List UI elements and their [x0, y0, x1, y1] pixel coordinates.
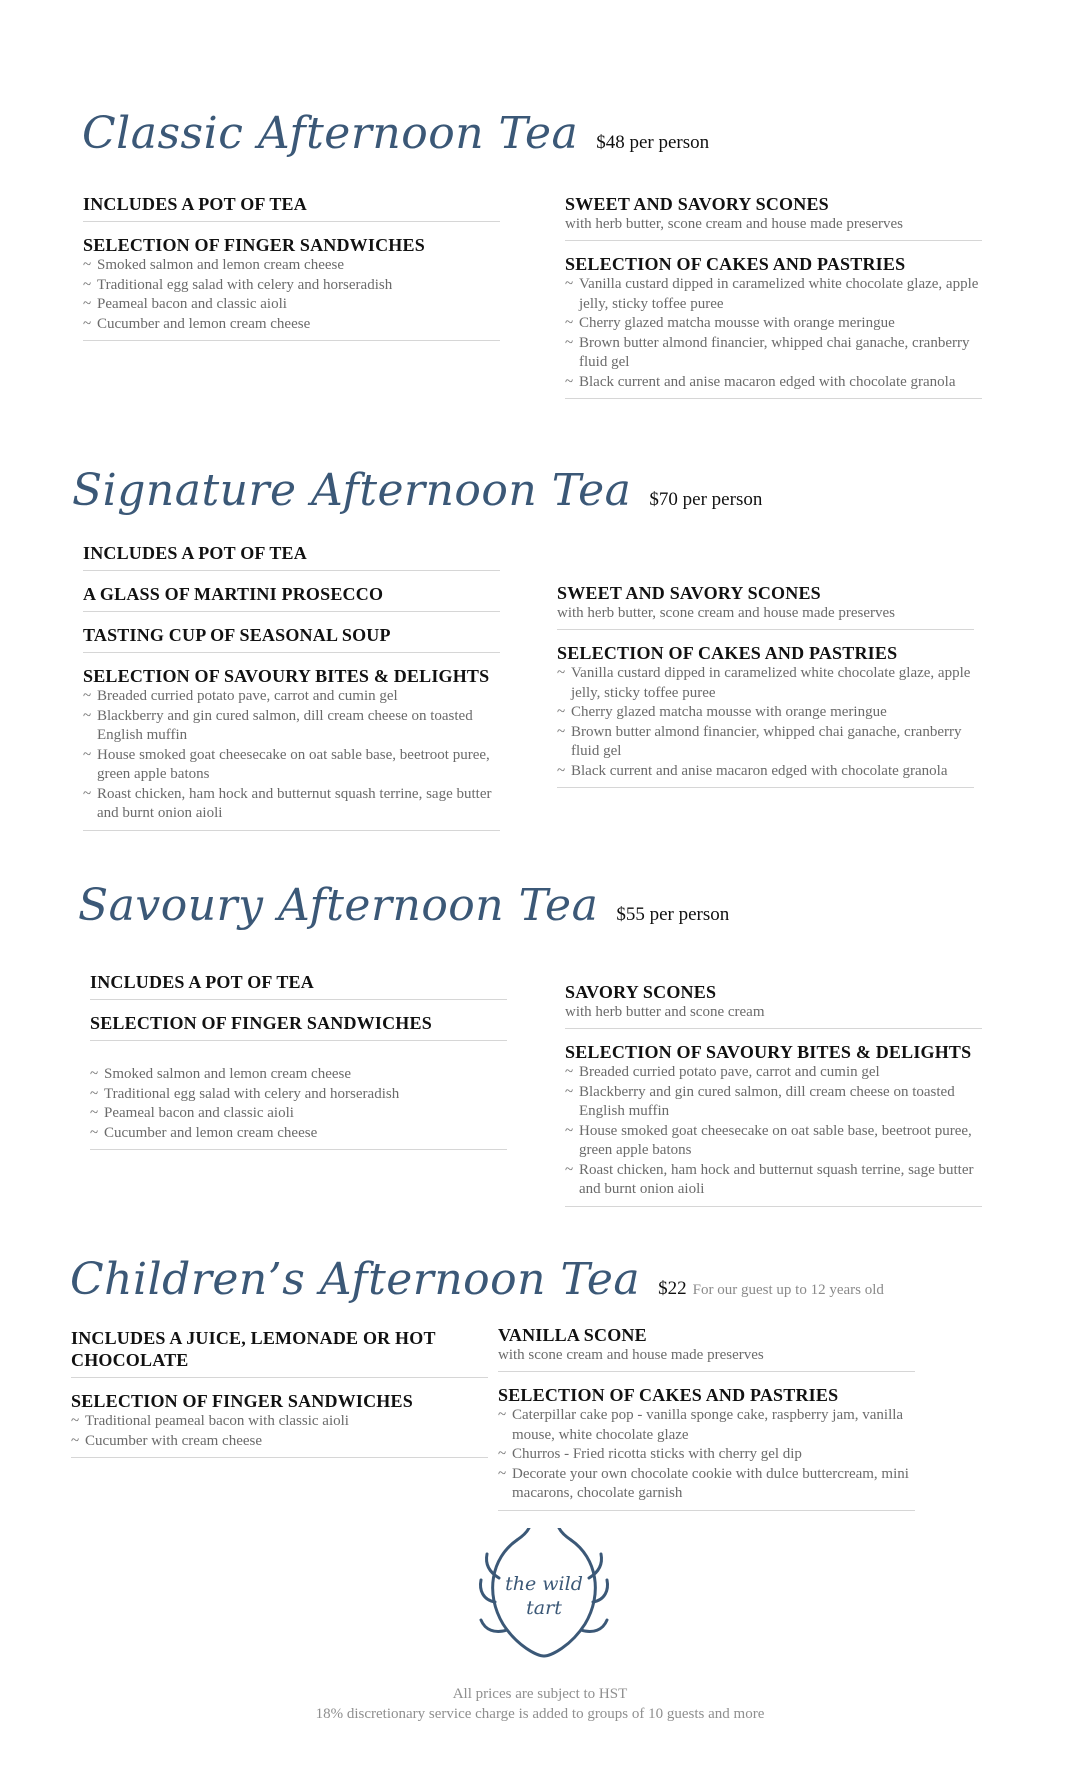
menu-line	[83, 295, 500, 315]
classic-right-column	[565, 193, 982, 399]
footer-line1: All prices are subject to HST	[452, 1686, 628, 1702]
menu-item-heading: SWEET AND SAVORY SCONES	[565, 194, 829, 214]
tilde-bullet: ~	[557, 704, 566, 720]
menu-item	[565, 1041, 982, 1207]
tilde-bullet: ~	[565, 1083, 574, 1100]
menu-item-heading: SELECTION OF CAKES AND PASTRIES	[557, 643, 898, 663]
tilde-bullet: ~	[557, 723, 566, 740]
menu-item-list	[565, 1063, 982, 1200]
menu-item	[83, 624, 500, 653]
menu-item-heading: SELECTION OF FINGER SANDWICHES	[90, 1013, 432, 1033]
tilde-bullet: ~	[71, 1432, 80, 1449]
tilde-bullet: ~	[557, 762, 566, 779]
menu-item	[83, 193, 500, 222]
menu-item-heading: TASTING CUP OF SEASONAL SOUP	[83, 625, 391, 645]
menu-item-heading: SAVORY SCONES	[565, 982, 717, 1002]
menu-item	[498, 1324, 915, 1372]
menu-line	[71, 1412, 488, 1432]
menu-item-heading: INCLUDES A JUICE, LEMONADE OR HOT CHOCOLATE	[71, 1328, 436, 1370]
logo-line1: the wild	[505, 1573, 583, 1595]
menu-line	[83, 256, 500, 276]
savoury-right-column	[565, 981, 982, 1207]
tilde-bullet: ~	[565, 1161, 574, 1178]
menu-line	[83, 315, 500, 335]
menu-line-text: Traditional egg salad with celery and horseradish	[97, 276, 393, 293]
tilde-bullet: ~	[83, 688, 92, 704]
menu-line	[90, 1124, 507, 1144]
menu-item-list	[83, 256, 500, 334]
tilde-bullet: ~	[83, 276, 92, 293]
tilde-bullet: ~	[83, 315, 92, 332]
savoury-left-column	[90, 971, 507, 1150]
menu-line	[83, 707, 500, 746]
menu-line	[565, 1161, 982, 1200]
menu-line	[565, 314, 982, 334]
menu-line-text: Smoked salmon and lemon cream cheese	[104, 1066, 352, 1082]
classic-header	[82, 108, 709, 159]
menu-line-text: Breaded curried potato pave, carrot and cumin gel	[97, 688, 398, 704]
menu-item	[83, 234, 500, 341]
menu-item-list	[83, 687, 500, 824]
menu-line-text: Blackberry and gin cured salmon, dill cream cheese on toasted English muffin	[97, 707, 473, 743]
menu-item	[90, 1012, 507, 1041]
menu-line-text: Black current and anise macaron edged with chocolate granola	[571, 762, 948, 779]
menu-line-text: Cucumber and lemon cream cheese	[97, 315, 311, 332]
tilde-bullet: ~	[90, 1066, 99, 1082]
menu-item	[83, 583, 500, 612]
menu-line-text: House smoked goat cheesecake on oat sable base, beetroot puree, green apple batons	[579, 1122, 972, 1158]
menu-line-text: Vanilla custard dipped in caramelized white chocolate glaze, apple jelly, sticky toffee puree	[579, 276, 979, 312]
antler-wreath-icon	[477, 1528, 611, 1662]
menu-item-list	[565, 275, 982, 392]
menu-item	[498, 1384, 915, 1511]
menu-line	[83, 276, 500, 296]
menu-line-text: Churros - Fried ricotta sticks with cherry gel dip	[512, 1446, 802, 1462]
menu-item	[557, 642, 974, 788]
menu-item	[557, 582, 974, 630]
the-wild-tart-logo	[477, 1528, 611, 1662]
menu-item	[90, 971, 507, 1000]
menu-item-heading: VANILLA SCONE	[498, 1325, 647, 1345]
menu-line	[71, 1432, 488, 1452]
menu-line-text: Cherry glazed matcha mousse with orange meringue	[571, 704, 887, 720]
menu-line	[83, 746, 500, 785]
menu-line-text: Decorate your own chocolate cookie with dulce buttercream, mini macarons, chocolate garnish	[512, 1465, 909, 1501]
menu-line-text: Peameal bacon and classic aioli	[104, 1105, 294, 1121]
menu-line-text: Smoked salmon and lemon cream cheese	[97, 257, 345, 273]
tilde-bullet: ~	[565, 315, 574, 331]
menu-item-heading: SELECTION OF CAKES AND PASTRIES	[498, 1385, 839, 1405]
tilde-bullet: ~	[565, 276, 574, 292]
tilde-bullet: ~	[83, 785, 92, 802]
children-left-column	[71, 1327, 488, 1458]
menu-line	[557, 762, 974, 782]
menu-item	[565, 253, 982, 399]
tilde-bullet: ~	[565, 373, 574, 390]
tilde-bullet: ~	[557, 665, 566, 681]
menu-item-heading: SELECTION OF SAVOURY BITES & DELIGHTS	[565, 1042, 972, 1062]
menu-line-text: Blackberry and gin cured salmon, dill cream cheese on toasted English muffin	[579, 1083, 955, 1119]
menu-line-text: Cherry glazed matcha mousse with orange meringue	[579, 315, 895, 331]
menu-line-text: Cucumber and lemon cream cheese	[104, 1124, 318, 1141]
menu-line-text: House smoked goat cheesecake on oat sable base, beetroot puree, green apple batons	[97, 746, 490, 782]
signature-right-column	[557, 582, 974, 788]
menu-line	[565, 373, 982, 393]
menu-line	[565, 1122, 982, 1161]
signature-left-column	[83, 542, 500, 831]
menu-line-text: Black current and anise macaron edged with chocolate granola	[579, 373, 956, 390]
tilde-bullet: ~	[71, 1413, 80, 1429]
menu-line	[557, 723, 974, 762]
tilde-bullet: ~	[83, 746, 92, 763]
tilde-bullet: ~	[565, 1064, 574, 1080]
menu-item-heading: SELECTION OF CAKES AND PASTRIES	[565, 254, 906, 274]
menu-line	[498, 1465, 915, 1504]
menu-item	[565, 981, 982, 1029]
menu-item-heading: SELECTION OF FINGER SANDWICHES	[83, 235, 425, 255]
menu-line-text: Roast chicken, ham hock and butternut squash terrine, sage butter and burnt onion aioli	[579, 1161, 974, 1197]
menu-line	[498, 1406, 915, 1445]
menu-item	[565, 193, 982, 241]
tilde-bullet: ~	[90, 1085, 99, 1102]
menu-item-description: with herb butter and scone cream	[565, 1004, 765, 1020]
menu-item-heading: SWEET AND SAVORY SCONES	[557, 583, 821, 603]
menu-line	[557, 664, 974, 703]
tilde-bullet: ~	[83, 296, 92, 312]
menu-line-text: Brown butter almond financier, whipped chai ganache, cranberry fluid gel	[571, 723, 962, 759]
menu-item-heading: INCLUDES A POT OF TEA	[83, 194, 307, 214]
menu-item-list	[71, 1412, 488, 1451]
menu-item-heading: SELECTION OF FINGER SANDWICHES	[71, 1391, 413, 1411]
menu-item	[83, 665, 500, 831]
logo-line2: tart	[526, 1597, 562, 1619]
children-price-note: For our guest up to 12 years old	[692, 1282, 884, 1298]
menu-item	[83, 542, 500, 571]
menu-item	[71, 1327, 488, 1378]
menu-line	[565, 1083, 982, 1122]
classic-title: Classic Afternoon Tea	[82, 108, 579, 159]
menu-line	[498, 1445, 915, 1465]
menu-item-description: with herb butter, scone cream and house made preserves	[565, 216, 904, 232]
savoury-price: $55 per person	[616, 904, 730, 925]
menu-line	[90, 1065, 507, 1085]
menu-item-description: with herb butter, scone cream and house made preserves	[557, 605, 896, 621]
tilde-bullet: ~	[565, 334, 574, 351]
menu-line-text: Peameal bacon and classic aioli	[97, 296, 287, 312]
menu-item-description: with scone cream and house made preserves	[498, 1347, 764, 1363]
footer-line2: 18% discretionary service charge is added to groups of 10 guests and more	[315, 1706, 765, 1722]
tilde-bullet: ~	[498, 1446, 507, 1462]
menu-line-text: Roast chicken, ham hock and butternut squash terrine, sage butter and burnt onion aioli	[97, 785, 492, 821]
menu-item-heading: INCLUDES A POT OF TEA	[83, 543, 307, 563]
menu-line	[557, 703, 974, 723]
menu-line-text: Traditional peameal bacon with classic aioli	[85, 1413, 349, 1429]
footer	[0, 1684, 1080, 1724]
menu-item	[90, 1053, 507, 1150]
signature-title: Signature Afternoon Tea	[72, 465, 632, 516]
savoury-header	[78, 880, 729, 931]
tilde-bullet: ~	[90, 1124, 99, 1141]
menu-item-list	[498, 1406, 915, 1504]
menu-line-text: Caterpillar cake pop - vanilla sponge cake, raspberry jam, vanilla mouse, white chocolate glaze	[512, 1407, 904, 1443]
menu-item-list	[90, 1053, 507, 1143]
tilde-bullet: ~	[90, 1105, 99, 1121]
menu-line-text: Vanilla custard dipped in caramelized white chocolate glaze, apple jelly, sticky toffee puree	[571, 665, 971, 701]
menu-line-text: Breaded curried potato pave, carrot and cumin gel	[579, 1064, 880, 1080]
classic-left-column	[83, 193, 500, 341]
tilde-bullet: ~	[83, 707, 92, 724]
menu-line-text: Traditional egg salad with celery and horseradish	[104, 1085, 400, 1102]
menu-item-heading: SELECTION OF SAVOURY BITES & DELIGHTS	[83, 666, 490, 686]
menu-line	[565, 1063, 982, 1083]
menu-line	[90, 1104, 507, 1124]
menu-item-list	[557, 664, 974, 781]
menu-line	[90, 1085, 507, 1105]
children-price: $22	[658, 1278, 687, 1299]
savoury-title: Savoury Afternoon Tea	[78, 880, 599, 931]
menu-item-heading: INCLUDES A POT OF TEA	[90, 972, 314, 992]
children-title: Children’s Afternoon Tea	[70, 1254, 641, 1305]
menu-item-heading: A GLASS OF MARTINI PROSECCO	[83, 584, 384, 604]
menu-line-text: Brown butter almond financier, whipped chai ganache, cranberry fluid gel	[579, 334, 970, 370]
tilde-bullet: ~	[498, 1407, 507, 1423]
tilde-bullet: ~	[83, 257, 92, 273]
menu-line	[83, 687, 500, 707]
children-right-column	[498, 1324, 915, 1511]
menu-line-text: Cucumber with cream cheese	[85, 1432, 263, 1449]
menu-line	[565, 275, 982, 314]
menu-line	[83, 785, 500, 824]
signature-price: $70 per person	[649, 489, 763, 510]
children-header	[70, 1254, 884, 1305]
menu-item	[71, 1390, 488, 1458]
signature-header	[72, 465, 762, 516]
tilde-bullet: ~	[565, 1122, 574, 1139]
menu-line	[565, 334, 982, 373]
tilde-bullet: ~	[498, 1465, 507, 1482]
classic-price: $48 per person	[596, 132, 710, 153]
